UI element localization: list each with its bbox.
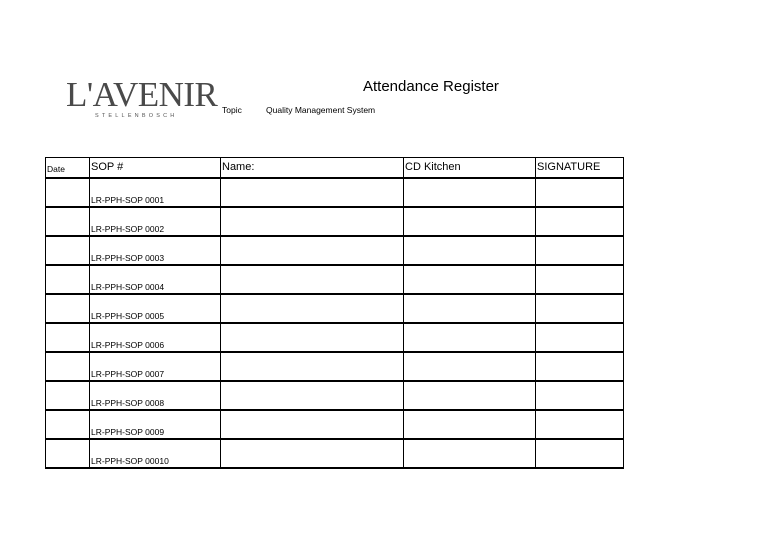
column-header-name: Name:: [221, 158, 404, 179]
cd-kitchen-cell[interactable]: [404, 265, 536, 294]
table-row: [46, 410, 624, 439]
topic-value: Quality Management System: [266, 105, 376, 115]
sop-number-cell: LR-PPH-SOP 0003: [90, 236, 221, 265]
date-cell[interactable]: [46, 265, 90, 294]
table-row: [46, 207, 624, 236]
cd-kitchen-cell[interactable]: [404, 410, 536, 439]
date-cell[interactable]: [46, 439, 90, 468]
cd-kitchen-cell[interactable]: [404, 439, 536, 468]
sop-number-cell: LR-PPH-SOP 0005: [90, 294, 221, 323]
date-cell[interactable]: [46, 178, 90, 207]
sop-number-cell: LR-PPH-SOP 0001: [90, 178, 221, 207]
logo-subtext: STELLENBOSCH: [95, 113, 178, 119]
signature-cell[interactable]: [536, 323, 624, 352]
column-header-date: Date: [46, 158, 90, 179]
date-cell[interactable]: [46, 381, 90, 410]
date-cell[interactable]: [46, 410, 90, 439]
table-row: [46, 352, 624, 381]
page-title: Attendance Register: [363, 78, 499, 95]
name-cell[interactable]: [221, 410, 404, 439]
signature-cell[interactable]: [536, 265, 624, 294]
signature-cell[interactable]: [536, 236, 624, 265]
cd-kitchen-cell[interactable]: [404, 352, 536, 381]
cd-kitchen-cell[interactable]: [404, 323, 536, 352]
cd-kitchen-cell[interactable]: [404, 381, 536, 410]
sop-number-cell: LR-PPH-SOP 0008: [90, 381, 221, 410]
name-cell[interactable]: [221, 323, 404, 352]
sop-number-cell: LR-PPH-SOP 0006: [90, 323, 221, 352]
name-cell[interactable]: [221, 381, 404, 410]
cd-kitchen-cell[interactable]: [404, 178, 536, 207]
name-cell[interactable]: [221, 236, 404, 265]
sop-number-cell: LR-PPH-SOP 0009: [90, 410, 221, 439]
column-header-sop: SOP #: [90, 158, 221, 179]
cd-kitchen-cell[interactable]: [404, 207, 536, 236]
date-cell[interactable]: [46, 294, 90, 323]
column-header-cd-kitchen: CD Kitchen: [404, 158, 536, 179]
table-row: [46, 323, 624, 352]
table-row: [46, 265, 624, 294]
cd-kitchen-cell[interactable]: [404, 294, 536, 323]
topic-label: Topic: [222, 105, 242, 115]
sop-number-cell: LR-PPH-SOP 00010: [90, 439, 221, 468]
name-cell[interactable]: [221, 178, 404, 207]
signature-cell[interactable]: [536, 381, 624, 410]
attendance-table: [45, 157, 624, 469]
signature-cell[interactable]: [536, 352, 624, 381]
sop-number-cell: LR-PPH-SOP 0007: [90, 352, 221, 381]
column-header-signature: SIGNATURE: [536, 158, 624, 179]
name-cell[interactable]: [221, 439, 404, 468]
table-row: [46, 439, 624, 468]
signature-cell[interactable]: [536, 410, 624, 439]
date-cell[interactable]: [46, 352, 90, 381]
cd-kitchen-cell[interactable]: [404, 236, 536, 265]
signature-cell[interactable]: [536, 207, 624, 236]
date-cell[interactable]: [46, 207, 90, 236]
sop-number-cell: LR-PPH-SOP 0004: [90, 265, 221, 294]
date-cell[interactable]: [46, 236, 90, 265]
sop-number-cell: LR-PPH-SOP 0002: [90, 207, 221, 236]
table-row: [46, 294, 624, 323]
name-cell[interactable]: [221, 352, 404, 381]
logo-wordmark: L'AVENIR: [66, 75, 218, 114]
table-row: [46, 178, 624, 207]
name-cell[interactable]: [221, 207, 404, 236]
table-row: [46, 381, 624, 410]
name-cell[interactable]: [221, 294, 404, 323]
table-row: [46, 236, 624, 265]
signature-cell[interactable]: [536, 439, 624, 468]
name-cell[interactable]: [221, 265, 404, 294]
signature-cell[interactable]: [536, 294, 624, 323]
table-header-row: [46, 158, 624, 179]
signature-cell[interactable]: [536, 178, 624, 207]
date-cell[interactable]: [46, 323, 90, 352]
lavenir-logo: [64, 75, 218, 122]
